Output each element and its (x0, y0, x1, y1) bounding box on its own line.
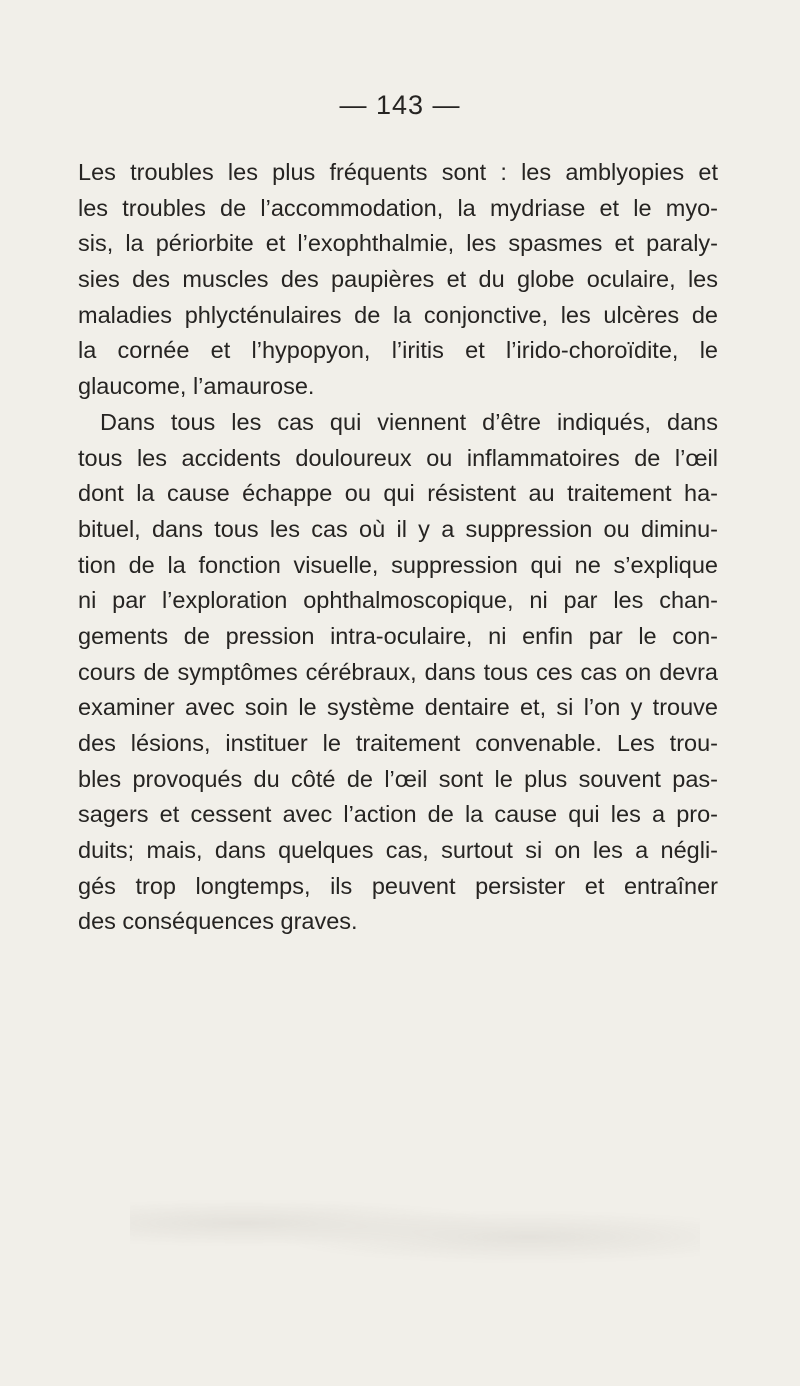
text-line: duits; mais, dans quelques cas, surtout si on les a négli- (78, 837, 718, 864)
text-line: glaucome, l’amaurose. (78, 373, 315, 400)
text-line: gés trop longtemps, ils peuvent persister et entraîner (78, 872, 718, 899)
text-line: tion de la fonction visuelle, suppression qui ne s’explique (78, 551, 718, 578)
text-line: cours de symptômes cérébraux, dans tous ces cas on devra (78, 658, 718, 685)
page-number: — 143 — (339, 90, 461, 120)
text-line: les troubles de l’accommodation, la mydriase et le myo- (78, 194, 718, 221)
text-line: bles provoqués du côté de l’œil sont le plus souvent pas- (78, 765, 718, 792)
page-show-through (130, 1195, 700, 1265)
text-line: gements de pression intra-oculaire, ni enfin par le con- (78, 622, 718, 649)
text-line: sies des muscles des paupières et du globe oculaire, les (78, 266, 718, 293)
text-line: Les troubles les plus fréquents sont : les amblyopies et (78, 159, 718, 185)
text-line: ni par l’exploration ophthalmoscopique, ni par les chan- (78, 587, 718, 614)
text-line: des conséquences graves. (78, 908, 358, 935)
text-line: sis, la périorbite et l’exophthalmie, les spasmes et paraly- (78, 230, 718, 257)
body-text (78, 155, 718, 940)
text-line: sagers et cessent avec l’action de la cause qui les a pro- (78, 801, 718, 828)
text-line: maladies phlycténulaires de la conjonctive, les ulcères de (78, 301, 718, 328)
text-line: tous les accidents douloureux ou inflammatoires de l’œil (78, 444, 718, 471)
text-line: la cornée et l’hypopyon, l’iritis et l’irido-choroïdite, le (78, 337, 718, 364)
text-line: dont la cause échappe ou qui résistent au traitement ha- (78, 480, 718, 507)
text-line: examiner avec soin le système dentaire et, si l’on y trouve (78, 694, 718, 721)
text-line: des lésions, instituer le traitement convenable. Les trou- (78, 730, 718, 756)
text-line: Dans tous les cas qui viennent d’être indiqués, dans (100, 408, 718, 435)
text-line: bituel, dans tous les cas où il y a suppression ou diminu- (78, 515, 718, 542)
